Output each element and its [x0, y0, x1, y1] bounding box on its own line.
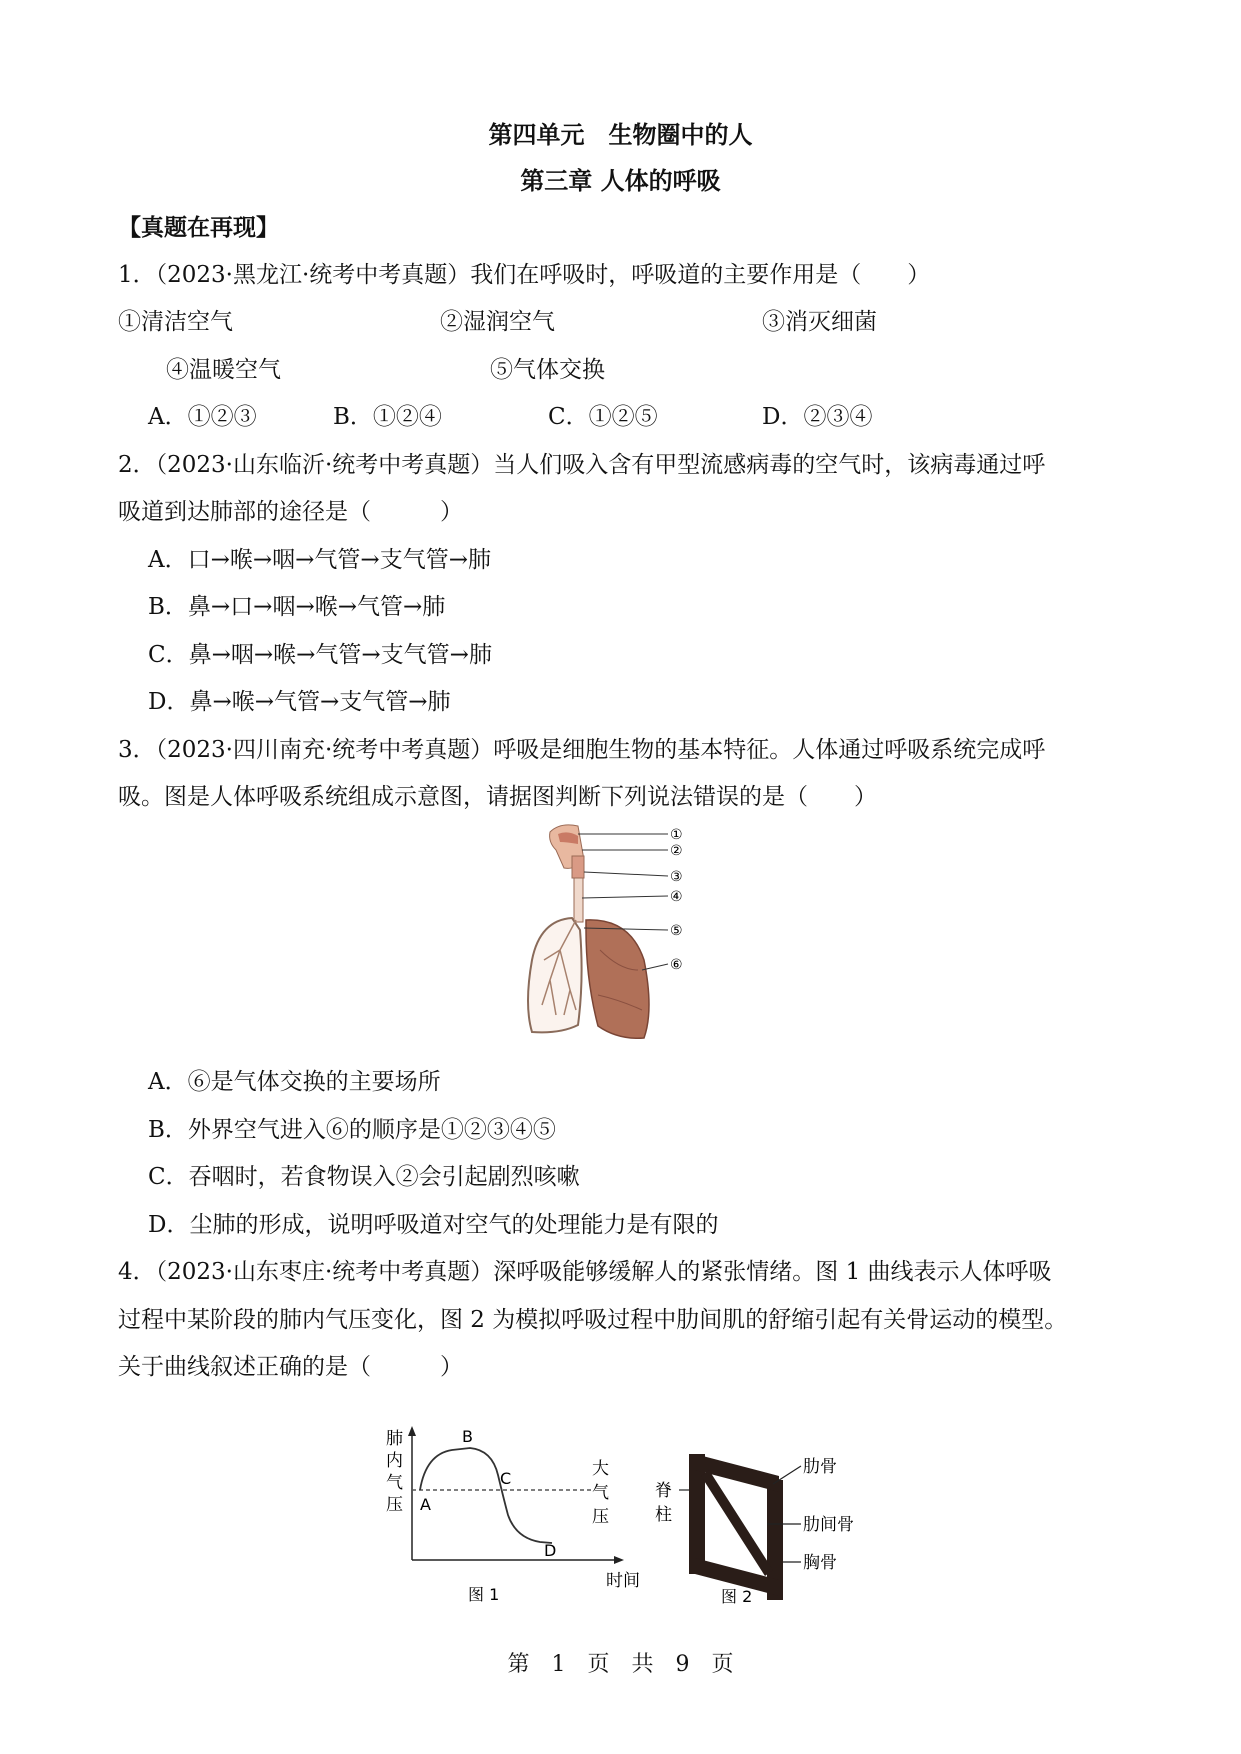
fig-label-1: ① — [670, 827, 683, 843]
fig1-point-b: B — [462, 1427, 473, 1446]
q3-option-b: B．外界空气进入⑥的顺序是①②③④⑤ — [148, 1117, 556, 1143]
fig2-spine-label-2: 柱 — [655, 1505, 672, 1525]
q4-stem-line-3: 关于曲线叙述正确的是（ ） — [118, 1354, 463, 1380]
fig1-pressure-curve — [420, 1448, 552, 1543]
unit-title: 第四单元 生物圈中的人 — [488, 121, 753, 149]
fig-label-4: ④ — [670, 889, 683, 905]
fig1-ref-label-2: 气 — [592, 1483, 609, 1503]
fig-label-5: ⑤ — [670, 923, 683, 939]
respiratory-system-figure — [520, 820, 710, 1045]
lung-pressure-figure — [380, 1420, 660, 1605]
fig1-x-label: 时间 — [606, 1571, 640, 1591]
chapter-title: 第三章 人体的呼吸 — [520, 167, 721, 195]
fig1-y-label-3: 气 — [386, 1473, 403, 1493]
rib-model-figure — [655, 1440, 875, 1605]
q1-item-3: ③消灭细菌 — [762, 309, 877, 335]
left-lung-cutaway — [528, 918, 582, 1032]
larynx-shape — [572, 856, 584, 878]
q1-option-c: C．①②⑤ — [548, 404, 658, 430]
fig1-point-c: C — [500, 1469, 512, 1488]
q2-option-d: D．鼻→喉→气管→支气管→肺 — [148, 689, 451, 715]
q3-option-c: C．吞咽时，若食物误入②会引起剧烈咳嗽 — [148, 1164, 580, 1190]
q2-stem-line-1: 2．（2023·山东临沂·统考中考真题）当人们吸入含有甲型流感病毒的空气时，该病毒通过呼 — [118, 452, 1046, 478]
q3-option-d: D．尘肺的形成，说明呼吸道对空气的处理能力是有限的 — [148, 1212, 719, 1238]
q3-stem-line-1: 3．（2023·四川南充·统考中考真题）呼吸是细胞生物的基本特征。人体通过呼吸系统完成呼 — [118, 737, 1046, 763]
fig1-point-d: D — [544, 1541, 557, 1560]
q2-stem-line-2: 吸道到达肺部的途径是（ ） — [118, 499, 463, 525]
q1-item-1: ①清洁空气 — [118, 309, 233, 335]
q2-option-a: A．口→喉→咽→气管→支气管→肺 — [148, 547, 491, 573]
q1-item-4: ④温暖空气 — [166, 357, 281, 383]
q1-option-d: D．②③④ — [762, 404, 873, 430]
q4-stem-line-2: 过程中某阶段的肺内气压变化，图 2 为模拟呼吸过程中肋间肌的舒缩引起有关骨运动的模型。 — [118, 1307, 1068, 1333]
q1-option-a: A．①②③ — [148, 404, 257, 430]
fig1-y-label-4: 压 — [386, 1495, 403, 1515]
right-lung — [586, 920, 649, 1038]
fig1-point-a: A — [420, 1495, 431, 1514]
fig1-caption: 图 1 — [468, 1585, 500, 1604]
fig2-label-rib: 肋骨 — [803, 1457, 837, 1477]
fig1-y-label-1: 肺 — [386, 1429, 403, 1449]
q1-stem: 1．（2023·黑龙江·统考中考真题）我们在呼吸时，呼吸道的主要作用是（ ） — [118, 262, 931, 288]
q3-stem-line-2: 吸。图是人体呼吸系统组成示意图，请据图判断下列说法错误的是（ ） — [118, 784, 877, 810]
fig1-y-label-2: 内 — [386, 1451, 403, 1471]
fig1-ref-label-3: 压 — [592, 1507, 609, 1527]
fig2-label-intercostal: 肋间骨 — [803, 1515, 854, 1535]
q1-option-b: B．①②④ — [333, 404, 442, 430]
fig-label-2: ② — [670, 843, 683, 859]
fig2-spine-bar — [689, 1454, 705, 1574]
section-heading: 【真题在再现】 — [118, 215, 279, 241]
q2-option-c: C．鼻→咽→喉→气管→支气管→肺 — [148, 642, 492, 668]
q1-item-5: ⑤气体交换 — [490, 357, 605, 383]
q2-option-b: B．鼻→口→咽→喉→气管→肺 — [148, 594, 446, 620]
q4-stem-line-1: 4．（2023·山东枣庄·统考中考真题）深呼吸能够缓解人的紧张情绪。图 1 曲线表示人体呼吸 — [118, 1259, 1052, 1285]
page-number: 第 1 页 共 9 页 — [507, 1652, 734, 1677]
fig1-ref-label-1: 大 — [592, 1459, 609, 1479]
fig2-label-sternum: 胸骨 — [803, 1553, 837, 1573]
fig-label-3: ③ — [670, 869, 683, 885]
q3-option-a: A．⑥是气体交换的主要场所 — [148, 1069, 441, 1095]
q1-item-2: ②湿润空气 — [440, 309, 555, 335]
fig2-caption: 图 2 — [721, 1587, 753, 1605]
trachea-shape — [574, 878, 583, 922]
fig2-spine-label-1: 脊 — [655, 1481, 672, 1501]
fig-label-6: ⑥ — [670, 957, 683, 973]
